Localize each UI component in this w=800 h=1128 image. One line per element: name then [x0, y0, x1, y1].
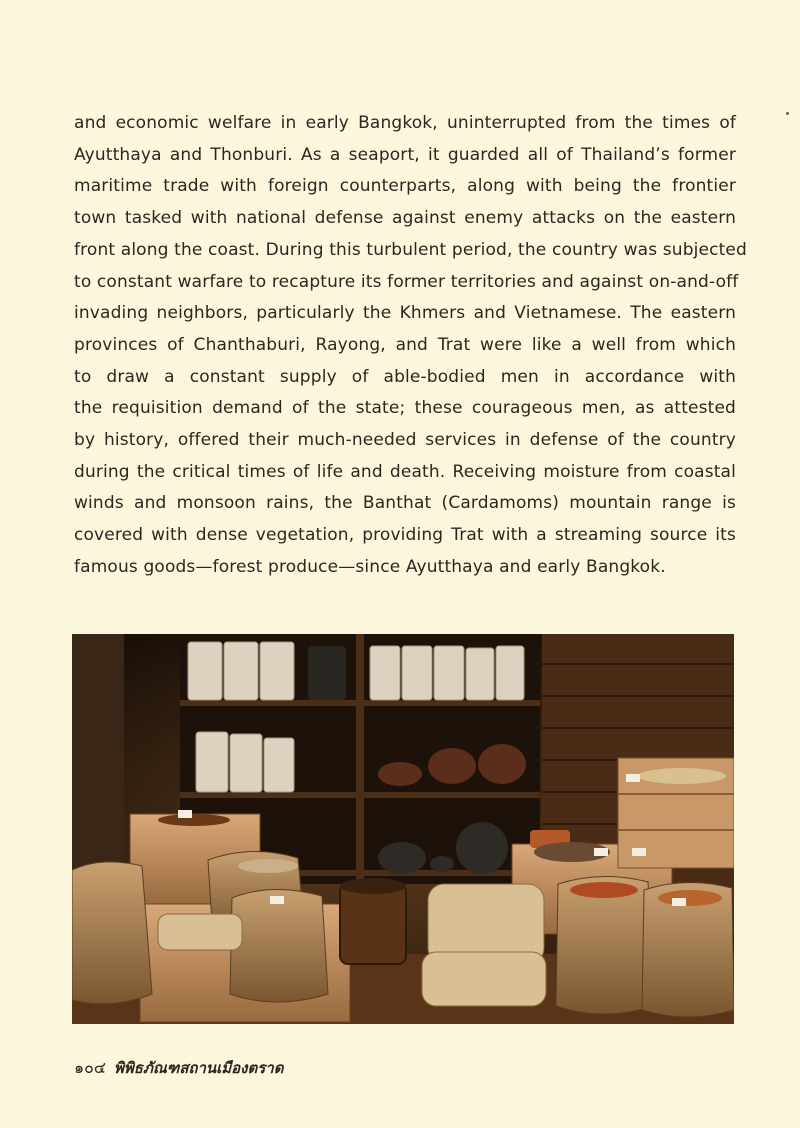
- body-line: front along the coast. During this turbulent period, the country was subjected: [74, 239, 747, 260]
- museum-display-photo: [72, 634, 734, 1024]
- body-line: the requisition demand of the state; these courageous men, as attested: [74, 398, 736, 419]
- body-line: provinces of Chanthaburi, Rayong, and Trat were like a well from which: [74, 334, 736, 355]
- body-line: to draw a constant supply of able-bodied men in accordance with: [74, 366, 736, 387]
- body-line: by history, offered their much-needed services in defense of the country: [74, 430, 736, 451]
- body-line: to constant warfare to recapture its former territories and against on-and-off: [74, 271, 739, 292]
- body-line: Ayutthaya and Thonburi. As a seaport, it guarded all of Thailand’s former: [74, 144, 736, 165]
- body-line: covered with dense vegetation, providing Trat with a streaming source its: [74, 525, 736, 546]
- body-line: town tasked with national defense against enemy attacks on the eastern: [74, 208, 736, 229]
- body-line: invading neighbors, particularly the Khmers and Vietnamese. The eastern: [74, 303, 736, 324]
- body-line: maritime trade with foreign counterparts, along with being the frontier: [74, 176, 736, 197]
- page-number: ๑๐๔: [74, 1058, 107, 1077]
- ink-speck: [786, 112, 789, 115]
- body-line: during the critical times of life and death. Receiving moisture from coastal: [74, 461, 736, 482]
- body-line: famous goods—forest produce—since Ayutthaya and early Bangkok.: [74, 556, 666, 577]
- book-title: พิพิธภัณฑสถานเมืองตราด: [114, 1059, 284, 1077]
- page-footer: [74, 1056, 283, 1078]
- body-paragraph: [74, 108, 747, 584]
- body-line: and economic welfare in early Bangkok, uninterrupted from the times of: [74, 113, 736, 133]
- body-line: winds and monsoon rains, the Banthat (Cardamoms) mountain range is: [74, 493, 736, 514]
